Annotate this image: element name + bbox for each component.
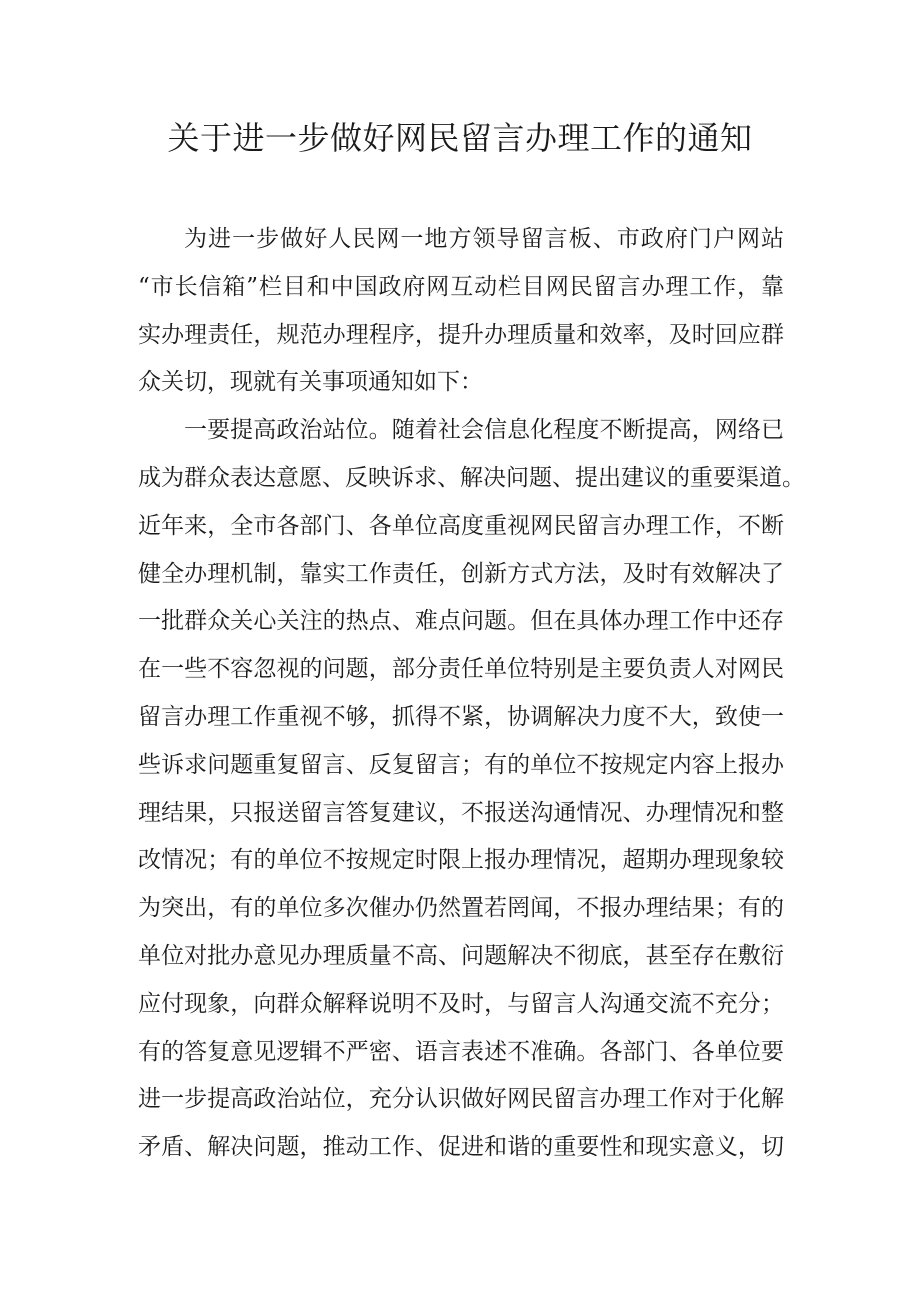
text-line: 矛盾、解决问题，推动工作、促进和谐的重要性和现实意义，切 [138, 1134, 784, 1161]
text-line: 留言办理工作重视不够，抓得不紧，协调解决力度不大，致使一 [138, 703, 784, 730]
text-line: 应付现象，向群众解释说明不及时，与留言人沟通交流不充分； [138, 990, 784, 1017]
document-title: 关于进一步做好网民留言办理工作的通知 [167, 119, 753, 157]
text-line: 为突出，有的单位多次催办仍然置若罔闻，不报办理结果；有的 [138, 895, 784, 922]
text-line: 单位对批办意见办理质量不高、问题解决不彻底，甚至存在敷衍 [138, 942, 784, 969]
text-line: 理结果，只报送留言答复建议，不报送沟通情况、办理情况和整 [138, 799, 784, 826]
text-line: 在一些不容忽视的问题，部分责任单位特别是主要负责人对网民 [138, 656, 784, 683]
text-line: 改情况；有的单位不按规定时限上报办理情况，超期办理现象较 [138, 847, 784, 874]
text-line: 一批群众关心关注的热点、难点问题。但在具体办理工作中还存 [138, 608, 784, 635]
text-line: “市长信箱”栏目和中国政府网互动栏目网民留言办理工作，靠 [138, 273, 784, 300]
paragraph-political-stance [138, 407, 805, 1172]
text-line: 健全办理机制，靠实工作责任，创新方式方法，及时有效解决了 [138, 560, 784, 587]
text-line: 进一步提高政治站位，充分认识做好网民留言办理工作对于化解 [138, 1086, 784, 1113]
text-line: 成为群众表达意愿、反映诉求、解决问题、提出建议的重要渠道。 [138, 464, 805, 491]
text-line: 众关切，现就有关事项通知如下： [138, 369, 483, 396]
text-line: 些诉求问题重复留言、反复留言；有的单位不按规定内容上报办 [138, 751, 784, 778]
text-line: 为进一步做好人民网一地方领导留言板、市政府门户网站 [184, 226, 784, 252]
text-line: 近年来，全市各部门、各单位高度重视网民留言办理工作，不断 [138, 512, 784, 539]
text-line: 一要提高政治站位。随着社会信息化程度不断提高，网络已 [184, 417, 784, 444]
document-body [138, 216, 805, 1172]
text-line: 实办理责任，规范办理程序，提升办理质量和效率，及时回应群 [138, 321, 784, 348]
text-line: 有的答复意见逻辑不严密、语言表述不准确。各部门、各单位要 [138, 1038, 784, 1065]
paragraph-intro [138, 216, 784, 407]
